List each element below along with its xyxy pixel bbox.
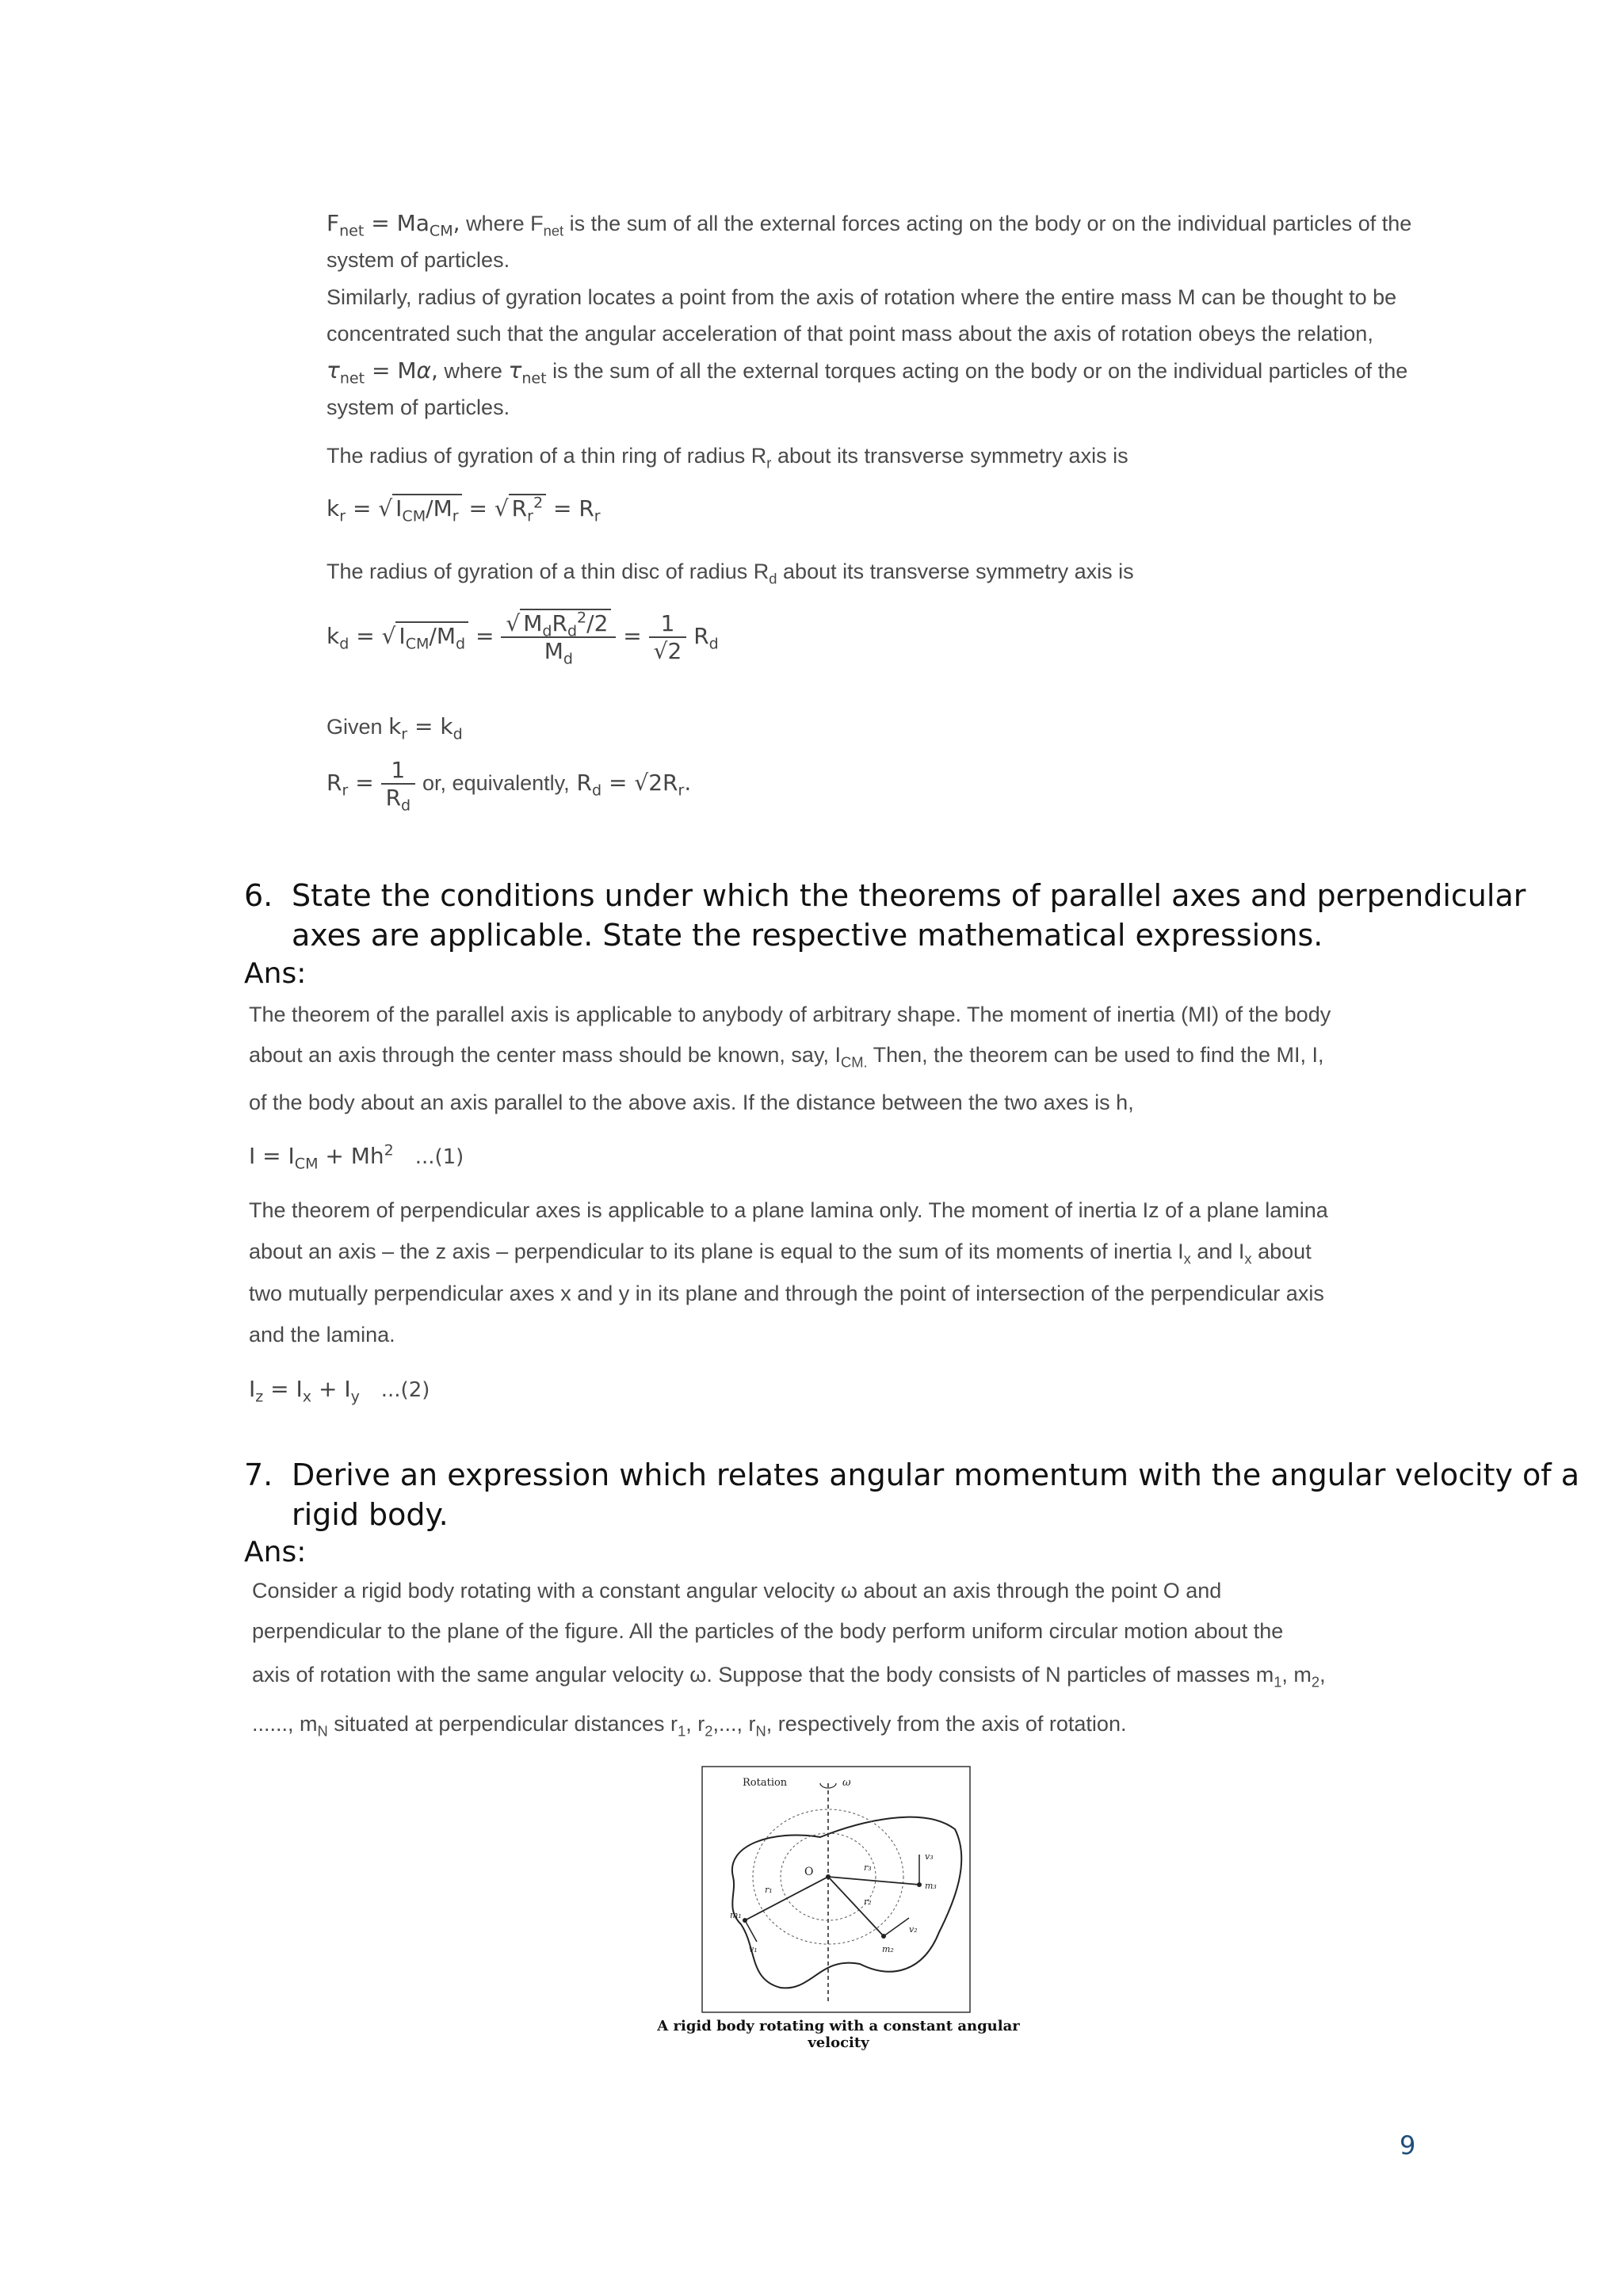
rr-equation: $R_r$ = $\frac{1}{R_d}$ or, equivalently, $R_d = √2R_r$.	[327, 757, 692, 815]
m2-label: m₂	[882, 1944, 894, 1954]
page-number: 9	[1400, 2130, 1416, 2160]
r1-label: r₁	[765, 1885, 773, 1895]
r3-label: r₃	[864, 1862, 872, 1873]
intro-line-6: system of particles.	[327, 395, 510, 419]
figure-caption: A rigid body rotating with a constant angular velocity	[657, 2018, 1020, 2051]
q6-line-2: axes are applicable. State the respective mathematical expressions.	[292, 918, 1323, 953]
v3-label: v₃	[925, 1851, 934, 1862]
q7-line-a: Consider a rigid body rotating with a constant angular velocity ω about an axis through the point O and	[252, 1579, 1222, 1603]
v1-label: v₁	[749, 1944, 758, 1954]
q7-line-c: axis of rotation with the same angular velocity ω. Suppose that the body consists of N particles of masses $m_1$, $m_2$,	[252, 1663, 1326, 1690]
q6-p1-line-1: The theorem of the parallel axis is applicable to anybody of arbitrary shape. The moment of inertia (MI) of the body	[249, 1003, 1331, 1026]
ring-text: The radius of gyration of a thin ring of radius $R_r$ about its transverse symmetry axis is	[327, 444, 1128, 472]
disc-equation: $k_d$ = √ $I_{CM}/M_d$ = $\frac{√ M_dR_d^2/2}{M_d}$ = $\frac{1}{√2}$ $R_d$	[327, 609, 719, 668]
intro-line-3: Similarly, radius of gyration locates a point from the axis of rotation where the entire mass M can be thought to be	[327, 285, 1397, 309]
m3-label: m₃	[925, 1881, 937, 1891]
q6-p2-line-3: two mutually perpendicular axes x and y in its plane and through the point of intersection of the perpendicular axis	[249, 1282, 1324, 1305]
perpendicular-axis-equation: $I_z = I_x + I_y$ ...(2)	[249, 1376, 430, 1406]
given-line: Given $k_r = k_d$	[327, 713, 463, 743]
v2-label: v₂	[909, 1924, 918, 1935]
origin-label: O	[804, 1866, 814, 1878]
rotation-label: Rotation	[743, 1777, 788, 1789]
q6-line-1: State the conditions under which the theorems of parallel axes and perpendicular	[292, 878, 1526, 913]
tau-line: $\tau_{net} = M\alpha$, where $\tau_{net}$ is the sum of all the external torques acting on the body or on the individual particles of the	[327, 357, 1408, 388]
q7-line-1: Derive an expression which relates angular momentum with the angular velocity of a	[292, 1457, 1580, 1492]
q7-line-2: rigid body.	[292, 1497, 449, 1532]
q6-p2-line-1: The theorem of perpendicular axes is applicable to a plane lamina only. The moment of inertia Iz of a plane lamina	[249, 1198, 1328, 1222]
q6-p2-line-4: and the lamina.	[249, 1323, 395, 1347]
r2-label: r₂	[864, 1897, 872, 1907]
q6-p2-line-2: about an axis – the z axis – perpendicular to its plane is equal to the sum of its moments of inertia $I_x$ and $I_x$ about	[249, 1240, 1312, 1267]
q7-ans-label: Ans:	[244, 1536, 307, 1568]
q7-line-d: ......, $m_N$ situated at perpendicular distances $r_1$, $r_2$,..., $r_N$, respectively from the axis of rotation.	[252, 1712, 1127, 1740]
q6-p1-line-2: about an axis through the center mass should be known, say, $I_{CM.}$ Then, the theorem can be used to find the MI, I,	[249, 1043, 1324, 1071]
ring-equation: $k_r$ = √ $I_{CM}/M_r$ = √ $R_r^2 = R_r$	[327, 494, 601, 525]
fnet-line: $F_{net} = Ma_{CM}$, where $F_{net}$ is the sum of all the external forces acting on the body or on the individual particles of the	[327, 210, 1412, 240]
q6-p1-line-3: of the body about an axis parallel to the above axis. If the distance between the two axes is h,	[249, 1091, 1134, 1114]
q6-number: 6.	[244, 878, 273, 913]
intro-line-2: system of particles.	[327, 248, 510, 272]
q7-number: 7.	[244, 1457, 273, 1492]
parallel-axis-equation: $I = I_{CM} + Mh^2$ ...(1)	[249, 1141, 464, 1173]
intro-line-4: concentrated such that the angular acceleration of that point mass about the axis of rotation obeys the relation,	[327, 322, 1373, 346]
omega-label: ω	[842, 1777, 851, 1789]
m1-label: m₁	[730, 1910, 742, 1920]
q6-ans-label: Ans:	[244, 957, 307, 990]
disc-text: The radius of gyration of a thin disc of radius $R_d$ about its transverse symmetry axis is	[327, 560, 1134, 587]
rigid-body-figure	[701, 1766, 971, 2013]
q7-line-b: perpendicular to the plane of the figure. All the particles of the body perform uniform circular motion about the	[252, 1619, 1284, 1643]
